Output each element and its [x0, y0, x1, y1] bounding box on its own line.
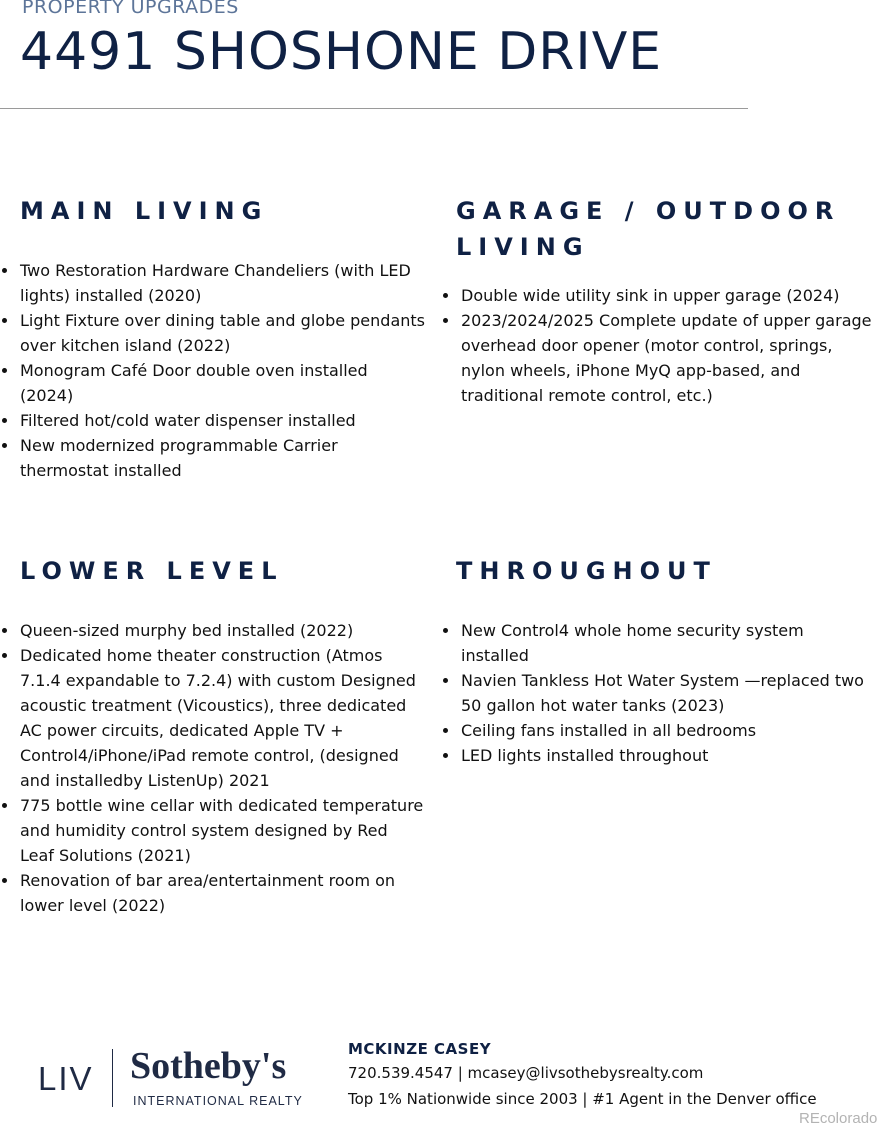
- sothebys-logo: [38, 1046, 308, 1116]
- list-item: 775 bottle wine cellar with dedicated temperature and humidity control system designed by Red Leaf Solutions (2021): [0, 793, 425, 868]
- upgrade-list: [441, 618, 876, 768]
- list-item: Renovation of bar area/entertainment room on lower level (2022): [0, 868, 425, 918]
- list-item: New Control4 whole home security system installed: [441, 618, 876, 668]
- section-main-living: [0, 193, 425, 483]
- list-item: Dedicated home theater construction (Atmos 7.1.4 expandable to 7.2.4) with custom Designed acoustic treatment (Vicoustics), three dedicated AC power circuits, dedicated Apple TV + Control4/iPhone/iPad remote control, (designed and installedby ListenUp) 2021: [0, 643, 425, 793]
- watermark: REcolorado: [799, 1110, 878, 1127]
- upgrade-list: [0, 258, 425, 483]
- section-lower-level: [0, 553, 425, 918]
- agent-name: MCKINZE CASEY: [348, 1040, 492, 1058]
- section-heading: THROUGHOUT: [456, 557, 717, 585]
- list-item: New modernized programmable Carrier thermostat installed: [0, 433, 425, 483]
- agent-contact-block: [348, 1038, 848, 1112]
- section-throughout: [441, 553, 876, 768]
- list-item: LED lights installed throughout: [441, 743, 876, 768]
- section-heading: GARAGE / OUTDOOR LIVING: [456, 197, 841, 261]
- eyebrow-label: PROPERTY UPGRADES: [22, 0, 239, 18]
- list-item: Monogram Café Door double oven installed (2024): [0, 358, 425, 408]
- section-heading: LOWER LEVEL: [20, 557, 284, 585]
- page-title: 4491 SHOSHONE DRIVE: [20, 22, 663, 82]
- list-item: Filtered hot/cold water dispenser installed: [0, 408, 425, 433]
- section-garage-outdoor: [441, 193, 876, 408]
- list-item: Navien Tankless Hot Water System —replaced two 50 gallon hot water tanks (2023): [441, 668, 876, 718]
- upgrade-list: [0, 618, 425, 918]
- list-item: 2023/2024/2025 Complete update of upper garage overhead door opener (motor control, springs, nylon wheels, iPhone MyQ app-based, and traditional remote control, etc.): [441, 308, 876, 408]
- list-item: Double wide utility sink in upper garage (2024): [441, 283, 876, 308]
- list-item: Ceiling fans installed in all bedrooms: [441, 718, 876, 743]
- logo-divider: [112, 1049, 113, 1107]
- list-item: Two Restoration Hardware Chandeliers (with LED lights) installed (2020): [0, 258, 425, 308]
- logo-subtitle: INTERNATIONAL REALTY: [133, 1094, 303, 1108]
- upgrade-list: [441, 283, 876, 408]
- list-item: Queen-sized murphy bed installed (2022): [0, 618, 425, 643]
- header-divider: [0, 108, 748, 109]
- list-item: Light Fixture over dining table and globe pendants over kitchen island (2022): [0, 308, 425, 358]
- section-heading: MAIN LIVING: [20, 197, 269, 225]
- agent-contact: 720.539.4547 | mcasey@livsothebysrealty.com: [348, 1064, 704, 1082]
- logo-brand-text: Sotheby's: [130, 1045, 287, 1087]
- agent-tagline: Top 1% Nationwide since 2003 | #1 Agent in the Denver office: [348, 1090, 817, 1108]
- logo-liv-text: LIV: [38, 1060, 94, 1097]
